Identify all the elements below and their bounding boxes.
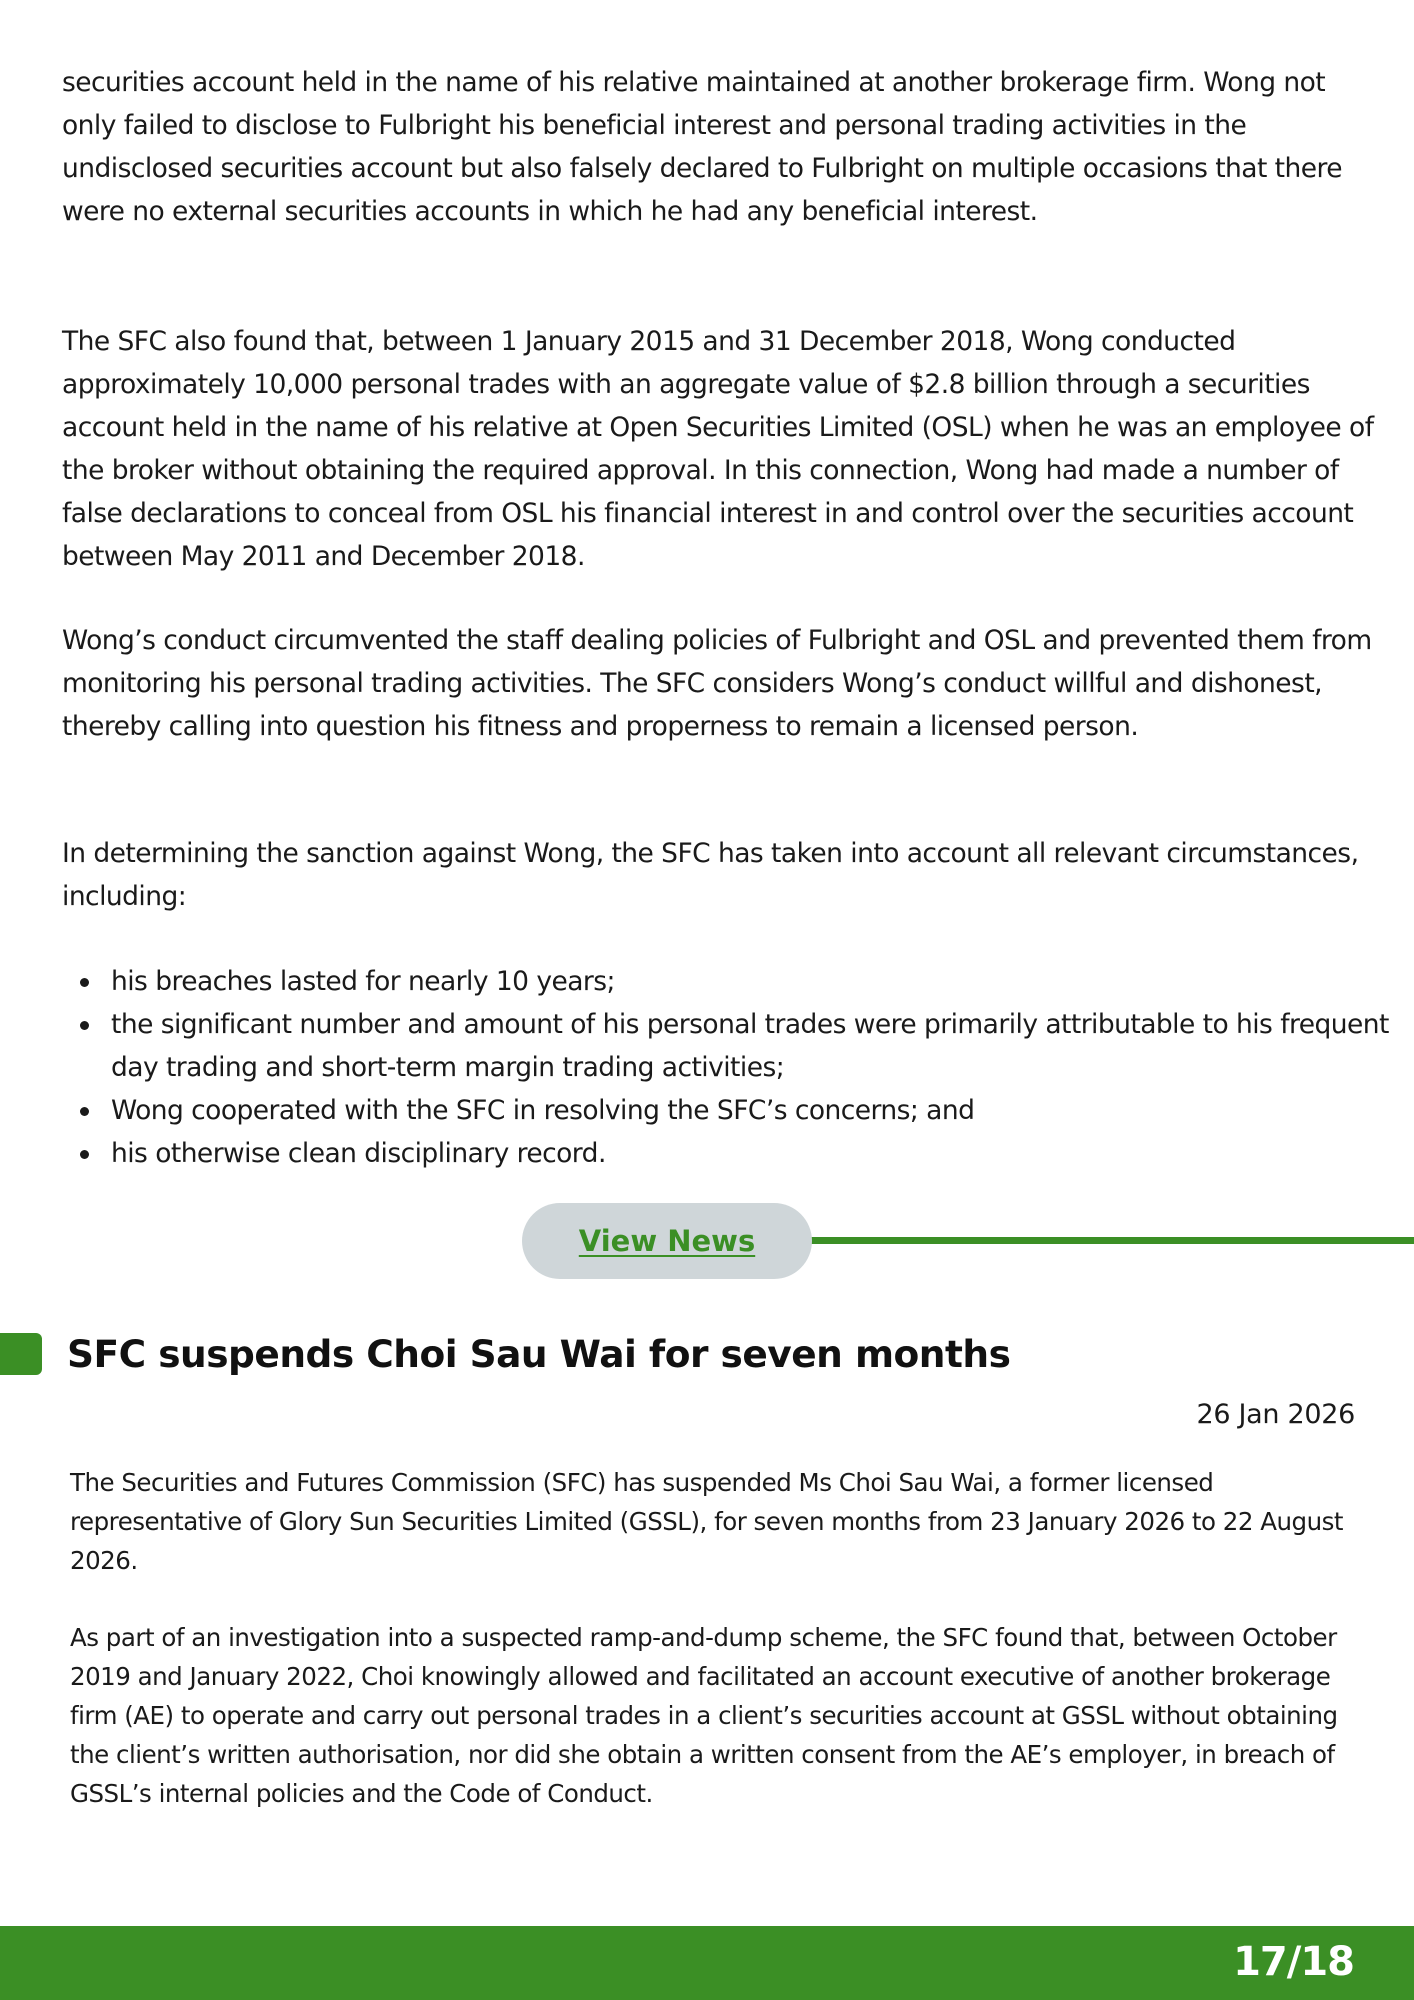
article-date: 26 Jan 2026 — [1196, 1399, 1355, 1430]
article-paragraph: As part of an investigation into a suspected ramp-and-dump scheme, the SFC found that, between October 2019 and January 2022, Choi knowingly allowed and facilitated an account executive of another brokerage firm (AE) to operate and carry out personal trades in a client’s securities account at GSSL without obtaining the client’s written authorisation, nor did she obtain a written consent from the AE’s employer, in breach of GSSL’s internal policies and the Code of Conduct. — [70, 1623, 1338, 1808]
divider-line — [805, 1237, 1414, 1244]
footer-bar — [0, 1926, 1414, 2000]
article-title: SFC suspends Choi Sau Wai for seven months — [67, 1332, 1011, 1376]
article-paragraph: securities account held in the name of his relative maintained at another brokerage firm. Wong not only failed to disclose to Fulbright his beneficial interest and personal trading activities in the undisclosed securities account but also falsely declared to Fulbright on multiple occasions that there were no external securities accounts in which he had any beneficial interest. — [62, 67, 1343, 227]
section-marker — [0, 1333, 42, 1375]
article-paragraph: Wong’s conduct circumvented the staff dealing policies of Fulbright and OSL and prevented them from monitoring his personal trading activities. The SFC considers Wong’s conduct willful and dishonest, thereby calling into question his fitness and properness to remain a licensed person. — [62, 625, 1372, 742]
page-number: 17/18 — [1233, 1939, 1354, 1985]
list-item: his otherwise clean disciplinary record. — [111, 1132, 1414, 1175]
article-paragraph: In determining the sanction against Wong, the SFC has taken into account all relevant circumstances, including: — [62, 838, 1359, 912]
sanction-circumstances-list — [62, 960, 1414, 1175]
list-item: the significant number and amount of his personal trades were primarily attributable to his frequent day trading and short-term margin trading activities; — [111, 1003, 1414, 1089]
list-item: his breaches lasted for nearly 10 years; — [111, 960, 1414, 1003]
article-paragraph: The Securities and Futures Commission (SFC) has suspended Ms Choi Sau Wai, a former licensed representative of Glory Sun Securities Limited (GSSL), for seven months from 23 January 2026 to 22 August 2026. — [70, 1468, 1344, 1575]
article-paragraph: The SFC also found that, between 1 January 2015 and 31 December 2018, Wong conducted approximately 10,000 personal trades with an aggregate value of $2.8 billion through a securities account held in the name of his relative at Open Securities Limited (OSL) when he was an employee of the broker without obtaining the required approval. In this connection, Wong had made a number of false declarations to conceal from OSL his financial interest in and control over the securities account between May 2011 and December 2018. — [62, 326, 1374, 572]
list-item: Wong cooperated with the SFC in resolving the SFC’s concerns; and — [111, 1089, 1414, 1132]
view-news-button[interactable]: View News — [522, 1203, 812, 1279]
